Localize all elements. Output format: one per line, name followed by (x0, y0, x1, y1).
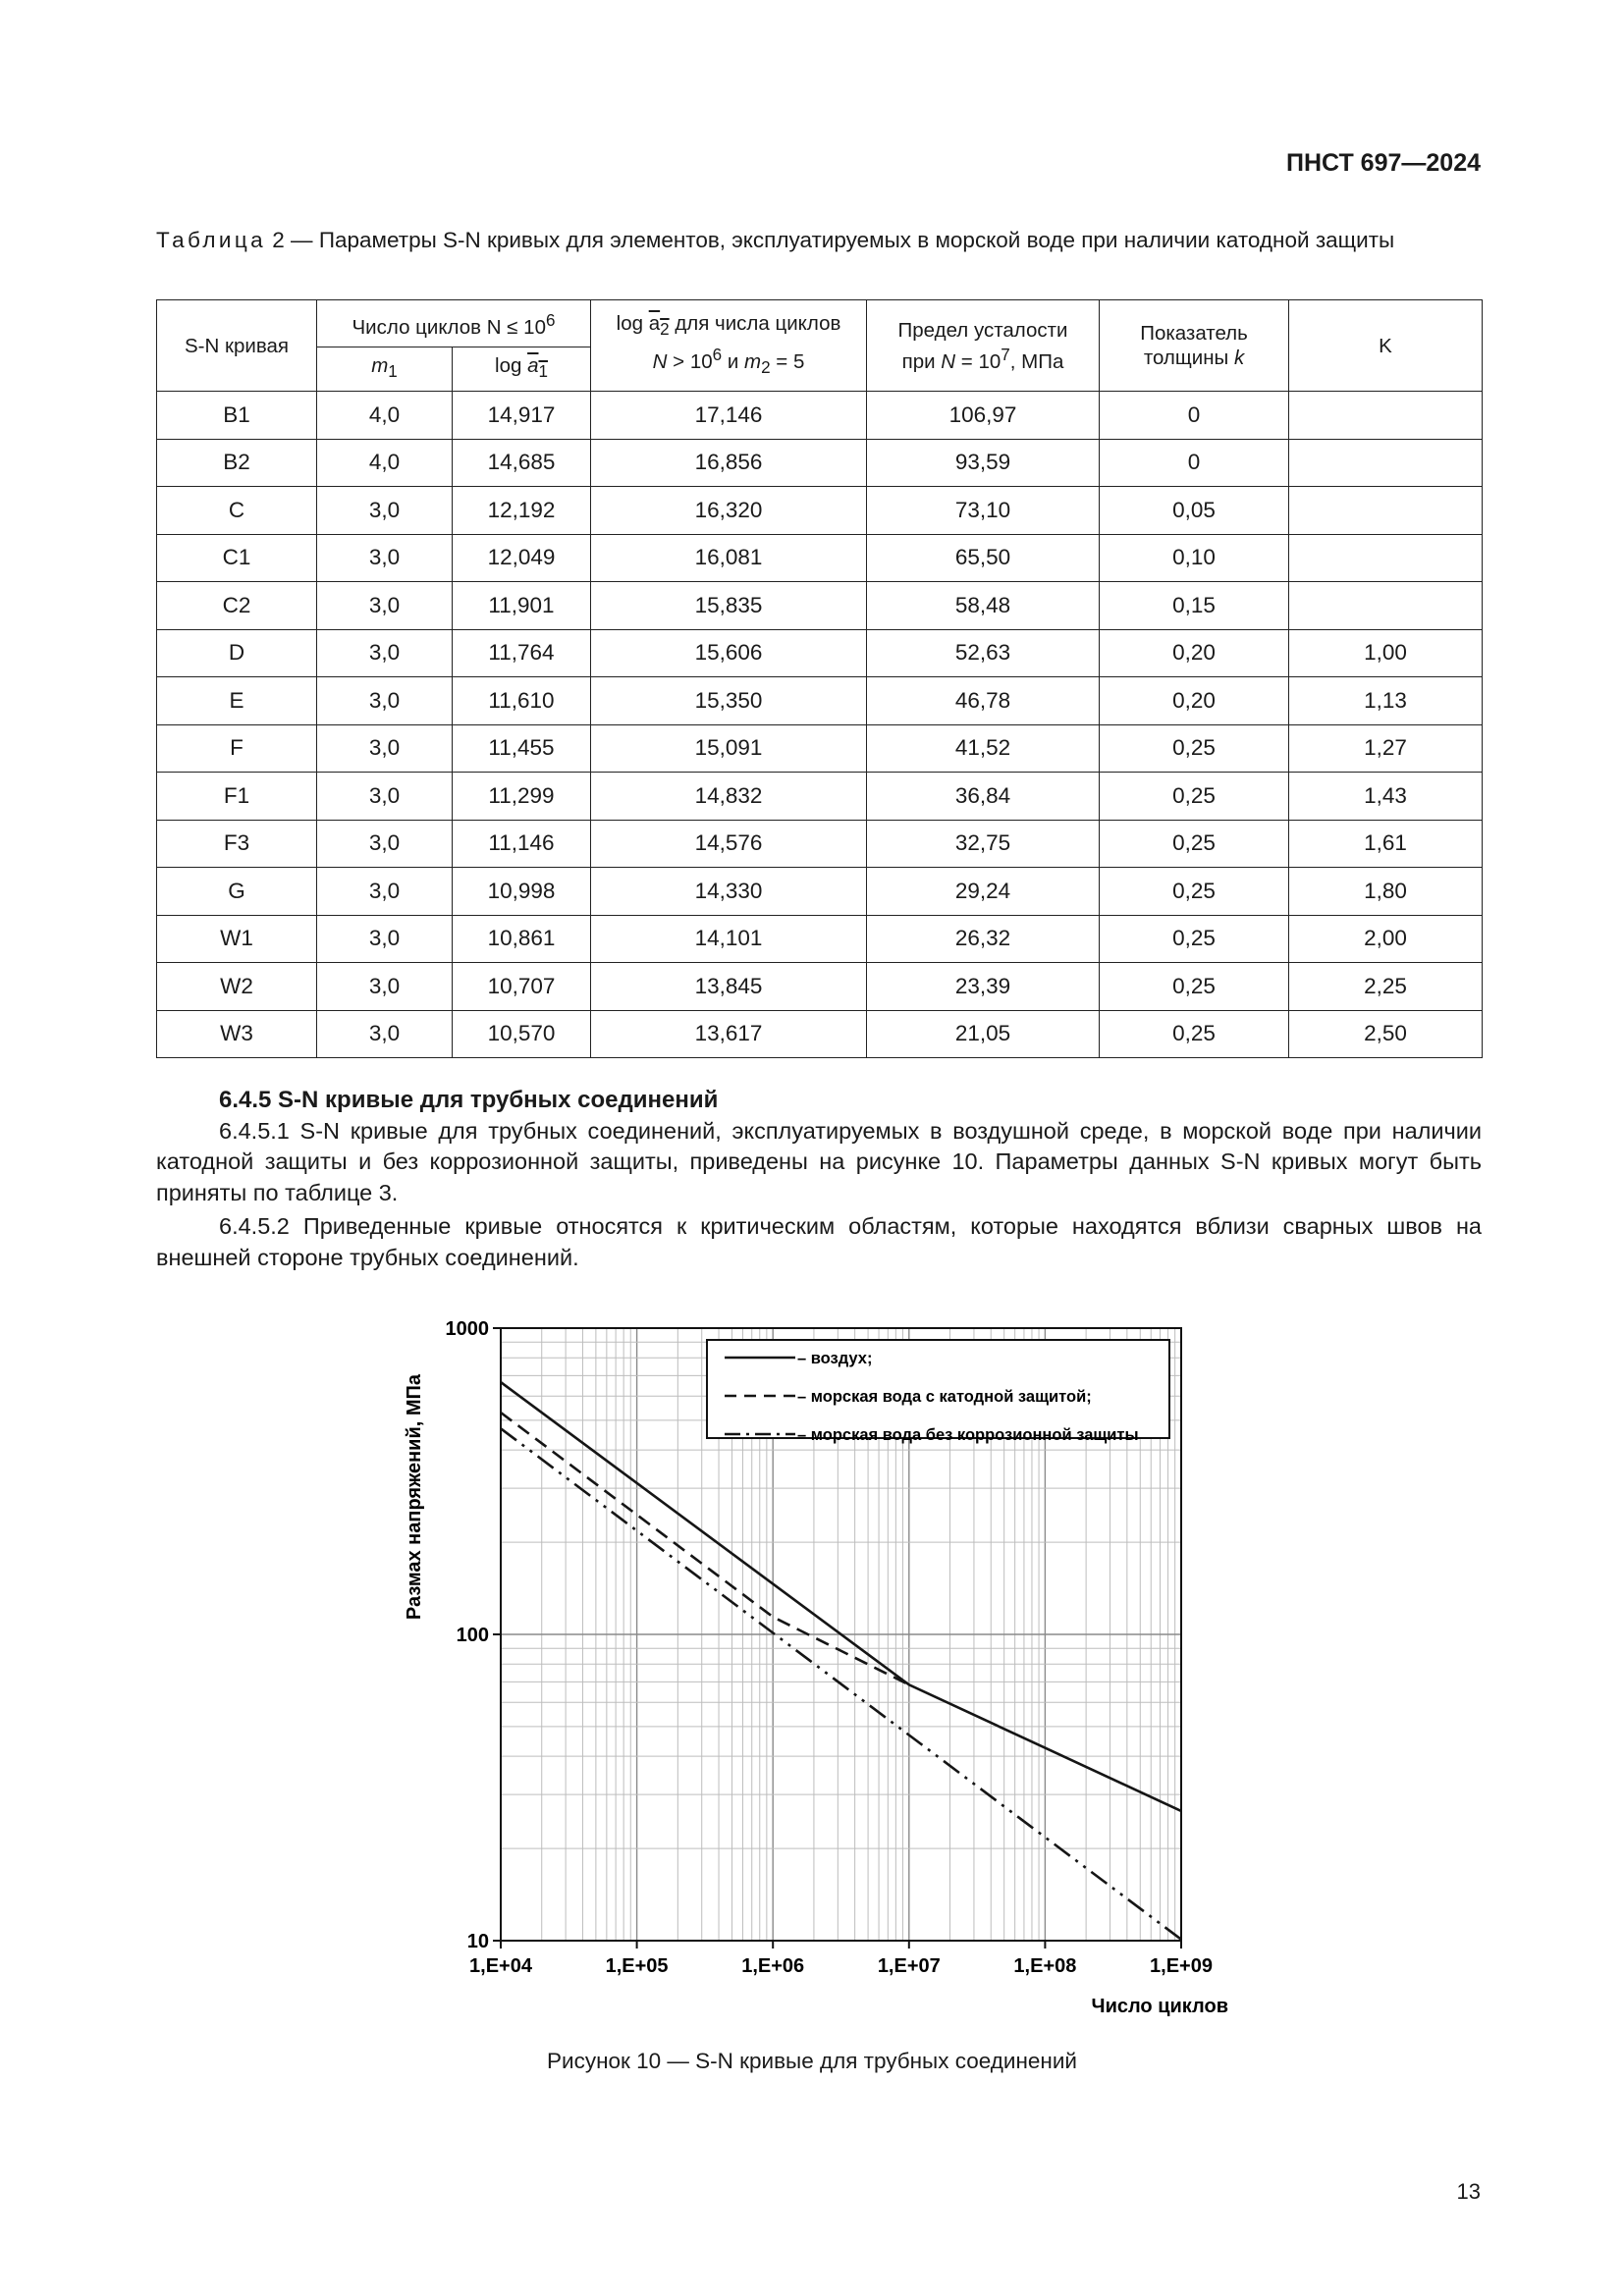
cell-m1: 3,0 (317, 773, 453, 821)
cell-curve: C1 (157, 534, 317, 582)
cell-curve: W3 (157, 1010, 317, 1058)
section-heading: 6.4.5 S-N кривые для трубных соединений (219, 1087, 719, 1113)
chart-series (501, 1382, 1181, 1940)
cell-k: 0,15 (1100, 582, 1289, 630)
x-tick-label: 1,E+04 (469, 1955, 532, 1977)
cell-m1: 3,0 (317, 1010, 453, 1058)
cell-curve: E (157, 677, 317, 725)
cell-m1: 3,0 (317, 487, 453, 535)
table-body (157, 392, 1483, 1058)
x-axis-label: Число циклов (1091, 1996, 1228, 2017)
y-tick-label: 100 (456, 1625, 489, 1646)
cell-curve: F (157, 724, 317, 773)
table-row (157, 534, 1483, 582)
paragraph-6-4-5-2: 6.4.5.2 Приведенные кривые относятся к критическим областям, которые находятся вблизи сварных швов на внешней стороне трубных соединений. (156, 1213, 1482, 1270)
cell-loga2: 14,101 (591, 915, 867, 963)
y-axis-label: Размах напряжений, МПа (404, 1373, 425, 1621)
cell-limit: 29,24 (867, 868, 1100, 916)
cell-m1: 4,0 (317, 439, 453, 487)
sn-parameters-table (156, 299, 1483, 1058)
cell-limit: 65,50 (867, 534, 1100, 582)
cell-k: 0,25 (1100, 915, 1289, 963)
cell-k: 0,05 (1100, 487, 1289, 535)
x-tick-label: 1,E+08 (1013, 1955, 1077, 1977)
page-number: 13 (1456, 2179, 1481, 2204)
cell-loga2: 16,856 (591, 439, 867, 487)
cell-m1: 3,0 (317, 963, 453, 1011)
cell-curve: W1 (157, 915, 317, 963)
series-line-dashdot (501, 1428, 1181, 1939)
cell-k: 0 (1100, 439, 1289, 487)
cell-k: 0 (1100, 392, 1289, 440)
cell-m1: 3,0 (317, 915, 453, 963)
cell-loga1: 11,610 (453, 677, 591, 725)
cell-m1: 3,0 (317, 629, 453, 677)
cell-m1: 3,0 (317, 534, 453, 582)
y-tick-label: 1000 (445, 1318, 489, 1340)
cell-k: 0,20 (1100, 629, 1289, 677)
legend-label: – морская вода с катодной защитой; (797, 1388, 1092, 1406)
cell-m1: 3,0 (317, 582, 453, 630)
legend-label: – воздух; (797, 1350, 873, 1367)
cell-loga2: 17,146 (591, 392, 867, 440)
cell-k (1289, 582, 1483, 630)
cell-curve: D (157, 629, 317, 677)
table-label: Таблица (156, 228, 267, 252)
cell-k: 0,25 (1100, 724, 1289, 773)
cell-k: 0,25 (1100, 773, 1289, 821)
cell-limit: 52,63 (867, 629, 1100, 677)
cell-k (1289, 392, 1483, 440)
cell-loga2: 14,576 (591, 820, 867, 868)
cell-loga2: 16,320 (591, 487, 867, 535)
cell-k (1289, 487, 1483, 535)
cell-loga1: 11,764 (453, 629, 591, 677)
cell-m1: 3,0 (317, 677, 453, 725)
table-row (157, 487, 1483, 535)
cell-limit: 46,78 (867, 677, 1100, 725)
cell-loga1: 14,685 (453, 439, 591, 487)
paragraph-6-4-5-1: 6.4.5.1 S-N кривые для трубных соединений, эксплуатируемых в воздушной среде, в морской воде при наличии катодной защиты и без коррозионной защиты, приведены на рисунке 10. Параметры данных S-N кривых могут быть приняты по таблице 3. (156, 1117, 1482, 1205)
cell-loga1: 11,299 (453, 773, 591, 821)
cell-loga1: 11,146 (453, 820, 591, 868)
cell-loga1: 14,917 (453, 392, 591, 440)
cell-loga2: 15,350 (591, 677, 867, 725)
cell-limit: 58,48 (867, 582, 1100, 630)
cell-k: 1,00 (1289, 629, 1483, 677)
cell-limit: 23,39 (867, 963, 1100, 1011)
header-fatigue-limit: Предел усталости при $N = 10^7$, МПа (867, 300, 1100, 392)
cell-m1: 3,0 (317, 868, 453, 916)
cell-loga2: 13,617 (591, 1010, 867, 1058)
table-row (157, 1010, 1483, 1058)
cell-k: 1,80 (1289, 868, 1483, 916)
table-row (157, 963, 1483, 1011)
cell-curve: B2 (157, 439, 317, 487)
header-m1: $m_1$ (317, 347, 453, 392)
cell-curve: F1 (157, 773, 317, 821)
cell-k: 1,27 (1289, 724, 1483, 773)
cell-k: 2,25 (1289, 963, 1483, 1011)
chart-legend (707, 1340, 1169, 1444)
cell-limit: 93,59 (867, 439, 1100, 487)
cell-loga1: 11,455 (453, 724, 591, 773)
cell-k: 1,61 (1289, 820, 1483, 868)
cell-k: 1,43 (1289, 773, 1483, 821)
table-row (157, 629, 1483, 677)
sn-curves-chart (0, 1306, 1624, 2032)
table-caption-text: 2 — Параметры S-N кривых для элементов, эксплуатируемых в морской воде при наличии катодной защиты (272, 228, 1395, 252)
cell-m1: 4,0 (317, 392, 453, 440)
cell-limit: 106,97 (867, 392, 1100, 440)
y-tick-label: 10 (466, 1931, 489, 1952)
cell-loga2: 15,835 (591, 582, 867, 630)
x-tick-label: 1,E+06 (741, 1955, 805, 1977)
cell-loga2: 13,845 (591, 963, 867, 1011)
x-tick-label: 1,E+07 (877, 1955, 941, 1977)
cell-loga2: 14,832 (591, 773, 867, 821)
cell-k: 0,25 (1100, 820, 1289, 868)
cell-loga1: 10,861 (453, 915, 591, 963)
cell-limit: 21,05 (867, 1010, 1100, 1058)
cell-limit: 36,84 (867, 773, 1100, 821)
cell-limit: 26,32 (867, 915, 1100, 963)
header-log-a2: $\log a_2$ для числа циклов $N > 10^6$ и $m_2 = 5$ (591, 300, 867, 392)
cell-curve: C2 (157, 582, 317, 630)
cell-k: 0,25 (1100, 1010, 1289, 1058)
table-caption (156, 227, 1482, 254)
cell-loga1: 12,192 (453, 487, 591, 535)
series-line-solid (501, 1382, 1181, 1811)
cell-curve: C (157, 487, 317, 535)
cell-m1: 3,0 (317, 724, 453, 773)
cell-loga2: 16,081 (591, 534, 867, 582)
cell-k: 0,25 (1100, 868, 1289, 916)
cell-loga1: 10,998 (453, 868, 591, 916)
table-row (157, 915, 1483, 963)
table-row (157, 677, 1483, 725)
x-tick-label: 1,E+05 (605, 1955, 669, 1977)
cell-m1: 3,0 (317, 820, 453, 868)
header-curve: S-N кривая (157, 300, 317, 392)
cell-curve: B1 (157, 392, 317, 440)
section-6-4-5 (156, 1085, 1482, 1273)
table-row (157, 724, 1483, 773)
cell-loga1: 10,707 (453, 963, 591, 1011)
table-row (157, 820, 1483, 868)
cell-k: 0,20 (1100, 677, 1289, 725)
cell-curve: G (157, 868, 317, 916)
cell-loga1: 11,901 (453, 582, 591, 630)
cell-k: 0,10 (1100, 534, 1289, 582)
cell-curve: F3 (157, 820, 317, 868)
cell-k: 0,25 (1100, 963, 1289, 1011)
cell-loga2: 15,606 (591, 629, 867, 677)
cell-k: 1,13 (1289, 677, 1483, 725)
header-thickness-exponent: Показатель толщины k (1100, 300, 1289, 392)
table-row (157, 439, 1483, 487)
cell-k (1289, 534, 1483, 582)
cell-k: 2,00 (1289, 915, 1483, 963)
cell-curve: W2 (157, 963, 317, 1011)
cell-k (1289, 439, 1483, 487)
table-row (157, 868, 1483, 916)
cell-k: 2,50 (1289, 1010, 1483, 1058)
cell-loga1: 12,049 (453, 534, 591, 582)
cell-limit: 32,75 (867, 820, 1100, 868)
x-tick-label: 1,E+09 (1150, 1955, 1213, 1977)
series-line-dashed (501, 1413, 909, 1684)
cell-limit: 73,10 (867, 487, 1100, 535)
header-K: K (1289, 300, 1483, 392)
cell-loga2: 15,091 (591, 724, 867, 773)
cell-loga1: 10,570 (453, 1010, 591, 1058)
figure-caption: Рисунок 10 — S-N кривые для трубных соединений (547, 2049, 1077, 2073)
table-row (157, 582, 1483, 630)
cell-loga2: 14,330 (591, 868, 867, 916)
header-log-a1: $\log a_1$ (453, 347, 591, 392)
legend-label: – морская вода без коррозионной защиты (797, 1426, 1139, 1444)
table-row (157, 773, 1483, 821)
document-code: ПНСТ 697—2024 (1286, 149, 1481, 177)
header-cycles-group: Число циклов $N \le 10^6$ (317, 300, 591, 347)
table-row (157, 392, 1483, 440)
cell-limit: 41,52 (867, 724, 1100, 773)
